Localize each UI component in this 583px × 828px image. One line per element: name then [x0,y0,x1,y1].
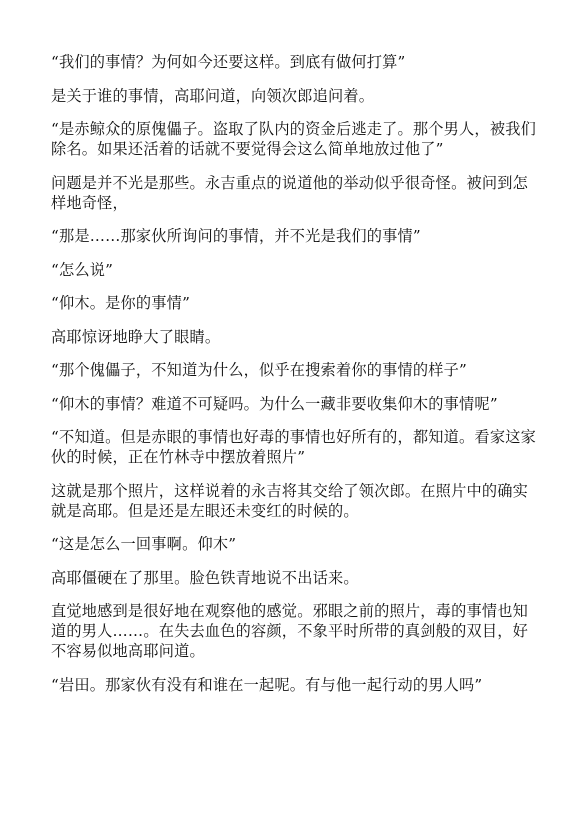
paragraph: “仰木的事情？难道不可疑吗。为什么一藏非要收集仰木的事情呢” [51,394,498,413]
paragraph: “怎么说” [51,260,114,279]
paragraph: “那是……那家伙所询问的事情，并不光是我们的事情” [51,227,421,245]
paragraph: “是赤鲸众的原傀儡子。盗取了队内的资金后逃走了。那个男人，被我们除名。如果还活着的话就不要觉得会这么简单地放过他了” [51,120,536,158]
paragraph: “不知道。但是赤眼的事情也好毒的事情也好所有的，都知道。看家这家伙的时候，正在竹林寺中摆放着照片” [51,428,536,466]
paragraph: “这是怎么一回事啊。仰木” [51,535,237,553]
paragraph: “我们的事情？为何如今还要这样。到底有做何打算” [51,53,406,71]
paragraph: 高耶惊讶地睁大了眼睛。 [51,327,221,346]
paragraph: 直觉地感到是很好地在观察他的感觉。邪眼之前的照片，毒的事情也知道的男人……。在失去血色的容颜，不象平时所带的真剑般的双目，好不容易似地高耶问道。 [51,602,529,660]
paragraph: “那个傀儡子，不知道为什么，似乎在搜索着你的事情的样子” [51,361,468,379]
paragraph: 高耶僵硬在了那里。脸色铁青地说不出话来。 [51,568,359,587]
paragraph: 是关于谁的事情，高耶问道，向领次郎追问着。 [51,86,375,105]
paragraph: 这就是那个照片，这样说着的永吉将其交给了领次郎。在照片中的确实就是高耶。但是还是左眼还未变红的时候的。 [51,481,529,520]
paragraph: “岩田。那家伙有没有和谁在一起呢。有与他一起行动的男人吗” [51,675,483,694]
paragraph: 问题是并不光是那些。永吉重点的说道他的举动似乎很奇怪。被问到怎样地奇怪， [51,173,529,212]
paragraph: “仰木。是你的事情” [51,294,191,312]
